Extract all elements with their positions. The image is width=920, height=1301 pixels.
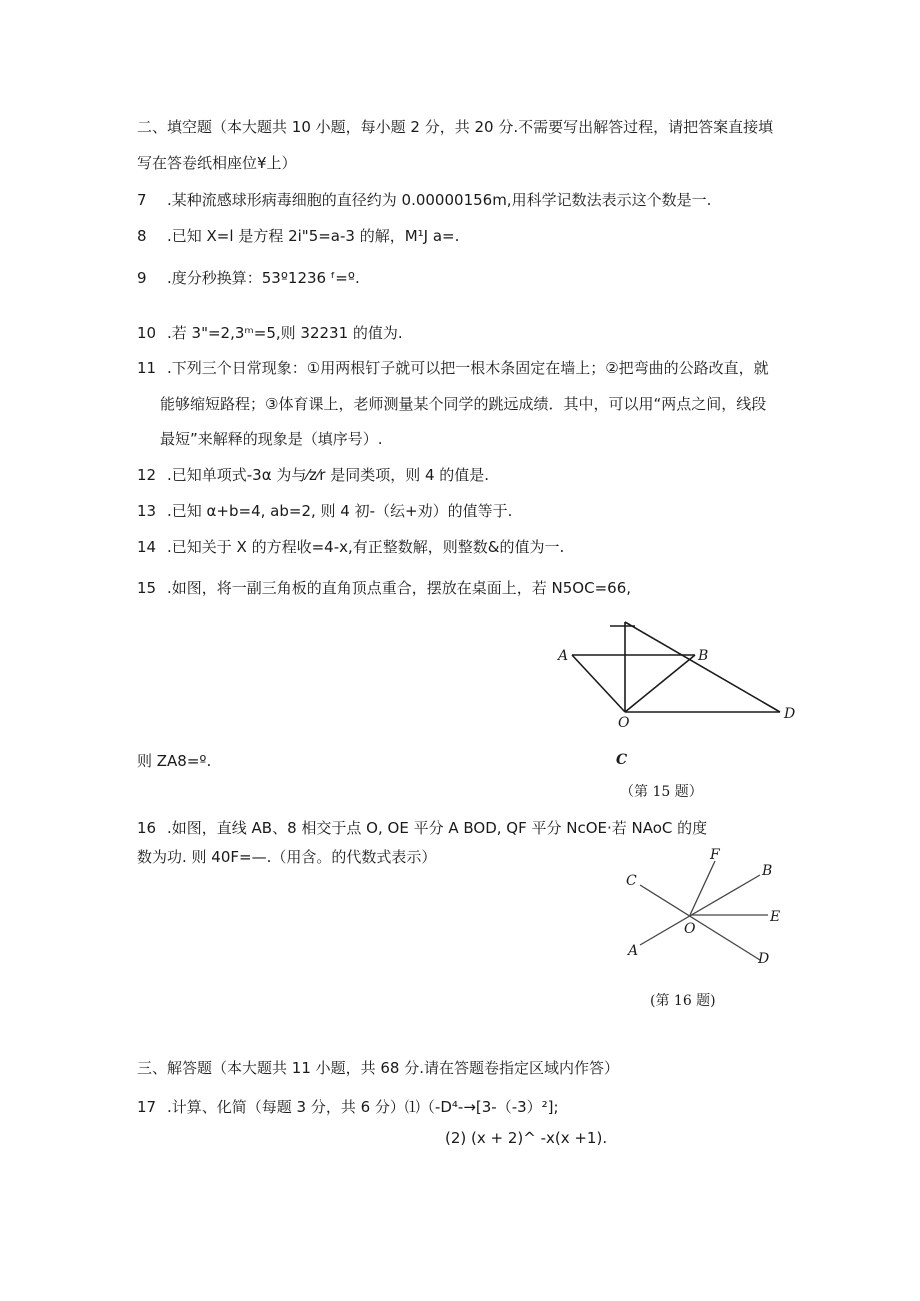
question-11-line2: 能够缩短路程；③体育课上，老师测量某个同学的跳远成绩．其中，可以用“两点之间，线段 bbox=[160, 395, 767, 413]
figure-16-caption: (第 16 题) bbox=[650, 993, 716, 1009]
segment-top-d bbox=[625, 622, 780, 712]
question-text: .已知 X=l 是方程 2i"5=a-3 的解，M¹J a=. bbox=[167, 227, 460, 245]
label-d: D bbox=[758, 951, 770, 967]
label-a: A bbox=[558, 648, 569, 664]
question-number: 15 bbox=[137, 579, 157, 597]
question-number: 8 bbox=[137, 227, 147, 245]
question-14 bbox=[137, 537, 564, 557]
label-b: B bbox=[698, 648, 709, 664]
question-text: .已知关于 X 的方程收=4-x,有正整数解，则整数&的值为一. bbox=[167, 538, 565, 556]
question-17 bbox=[137, 1097, 559, 1117]
question-text-line1: .如图，直线 AB、8 相交于点 O, OE 平分 A BOD, QF 平分 NcOE·若 NAoC 的度 bbox=[167, 819, 708, 837]
question-text-line1: .下列三个日常现象：①用两根钉子就可以把一根木条固定在墙上；②把弯曲的公路改直，就 bbox=[167, 359, 769, 377]
question-number: 14 bbox=[137, 538, 157, 556]
question-number: 10 bbox=[137, 324, 157, 342]
question-11 bbox=[137, 358, 769, 378]
question-12 bbox=[137, 465, 489, 485]
question-text: .某种流感球形病毒细胞的直径约为 0.00000156m,用科学记数法表示这个数是一. bbox=[167, 191, 712, 209]
question-15 bbox=[137, 578, 631, 598]
figure-15-caption: （第 15 题） bbox=[620, 784, 703, 800]
question-text: .若 3"=2,3ᵐ=5,则 32231 的值为. bbox=[167, 324, 403, 342]
section2-heading-line2: 写在答卷纸相座位¥上） bbox=[137, 154, 297, 172]
label-o: O bbox=[618, 715, 630, 730]
question-7 bbox=[137, 190, 711, 210]
label-f: F bbox=[710, 847, 720, 863]
question-16-line2: 数为功. 则 40F=—.（用含。的代数式表示） bbox=[137, 848, 437, 866]
label-o: O bbox=[684, 921, 696, 937]
question-8 bbox=[137, 226, 459, 246]
segment-bo bbox=[625, 655, 695, 712]
label-a: A bbox=[628, 943, 639, 959]
question-10 bbox=[137, 323, 403, 343]
question-text: .度分秒换算：53º1236 ᶠ=º. bbox=[167, 269, 360, 287]
question-9 bbox=[137, 268, 360, 288]
question-number: 9 bbox=[137, 269, 147, 287]
question-text: .计算、化简（每题 3 分，共 6 分）⑴（-D⁴-→[3-（-3）²]; bbox=[167, 1098, 559, 1116]
question-13 bbox=[137, 501, 512, 521]
question-17-part2: (2) (x + 2)^ -x(x +1). bbox=[445, 1129, 608, 1147]
question-number: 16 bbox=[137, 819, 157, 837]
question-15-answer: 则 ZA8=º. bbox=[137, 752, 212, 770]
question-number: 11 bbox=[137, 359, 157, 377]
question-text: .已知单项式-3α 为与⁄z⁄r 是同类项，则 4 的值是. bbox=[167, 466, 490, 484]
question-text: .已知 α+b=4, ab=2, 则 4 初-（纭+劝）的值等于. bbox=[167, 502, 513, 520]
label-e: E bbox=[770, 909, 781, 925]
question-11-line3: 最短”来解释的现象是（填序号）. bbox=[160, 430, 383, 448]
figure-15-label-c: C bbox=[616, 752, 628, 768]
line-cd bbox=[640, 885, 760, 960]
question-16 bbox=[137, 818, 707, 838]
label-c: C bbox=[626, 873, 637, 889]
segment-ao bbox=[572, 655, 625, 712]
section2-heading-line1: 二、填空题（本大题共 10 小题，每小题 2 分，共 20 分.不需要写出解答过程，请把答案直接填 bbox=[137, 118, 774, 136]
label-b: B bbox=[762, 863, 773, 879]
figure-15-diagram bbox=[550, 620, 810, 730]
question-text: .如图，将一副三角板的直角顶点重合，摆放在桌面上，若 N5OC=66, bbox=[167, 579, 632, 597]
label-d: D bbox=[784, 706, 796, 722]
question-number: 7 bbox=[137, 191, 147, 209]
question-number: 12 bbox=[137, 466, 157, 484]
question-number: 13 bbox=[137, 502, 157, 520]
ray-of bbox=[690, 861, 715, 915]
figure-16-diagram bbox=[620, 845, 790, 970]
line-ab bbox=[640, 875, 760, 945]
section3-heading: 三、解答题（本大题共 11 小题，共 68 分.请在答题卷指定区域内作答） bbox=[137, 1059, 620, 1077]
question-number: 17 bbox=[137, 1098, 157, 1116]
